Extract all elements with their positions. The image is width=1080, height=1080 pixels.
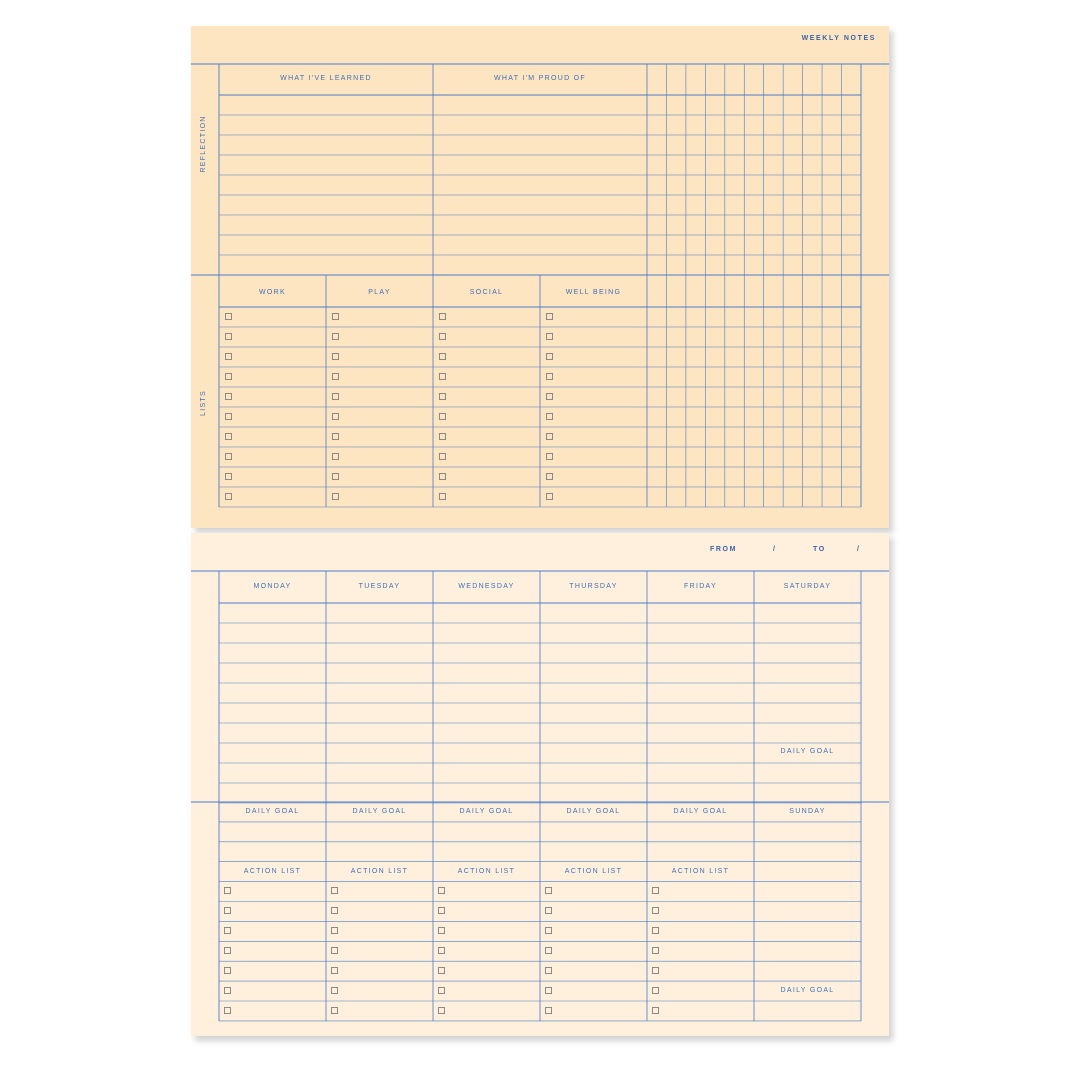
thursday-action-list-label: ACTION LIST [564, 868, 623, 875]
play-checkbox[interactable] [332, 473, 339, 480]
social-checkbox[interactable] [439, 353, 446, 360]
social-checkbox[interactable] [439, 373, 446, 380]
social-checkbox[interactable] [439, 473, 446, 480]
tuesday-action-checkbox[interactable] [331, 967, 338, 974]
weekly-notes-title: WEEKLY NOTES [801, 35, 876, 42]
thursday-header: THURSDAY [569, 583, 618, 590]
play-checkbox[interactable] [332, 493, 339, 500]
thursday-daily-goal-label: DAILY GOAL [566, 808, 621, 815]
tuesday-header: TUESDAY [358, 583, 401, 590]
tuesday-action-list-label: ACTION LIST [350, 868, 409, 875]
play-checkbox[interactable] [332, 313, 339, 320]
monday-action-checkbox[interactable] [224, 1007, 231, 1014]
tuesday-daily-goal-label: DAILY GOAL [352, 808, 407, 815]
play-checkbox[interactable] [332, 433, 339, 440]
proud-column-header: WHAT I'M PROUD OF [493, 75, 586, 82]
wednesday-daily-goal-label: DAILY GOAL [459, 808, 514, 815]
social-checkbox[interactable] [439, 493, 446, 500]
play-checkbox[interactable] [332, 453, 339, 460]
play-list-header: PLAY [368, 289, 391, 296]
work-checkbox[interactable] [225, 413, 232, 420]
work-list-header: WORK [259, 289, 286, 296]
social-checkbox[interactable] [439, 453, 446, 460]
work-checkbox[interactable] [225, 333, 232, 340]
tuesday-action-checkbox[interactable] [331, 1007, 338, 1014]
social-checkbox[interactable] [439, 393, 446, 400]
monday-action-checkbox[interactable] [224, 967, 231, 974]
from-label: FROM [710, 546, 738, 553]
monday-action-checkbox[interactable] [224, 987, 231, 994]
thursday-action-checkbox[interactable] [545, 1007, 552, 1014]
monday-action-checkbox[interactable] [224, 887, 231, 894]
to-label: TO [813, 546, 826, 553]
from-date-separator[interactable]: / [773, 546, 777, 553]
friday-header: FRIDAY [684, 583, 717, 590]
weekly-notes-sheet [191, 26, 889, 528]
friday-action-checkbox[interactable] [652, 927, 659, 934]
social-list-header: SOCIAL [469, 289, 504, 296]
thursday-action-checkbox[interactable] [545, 987, 552, 994]
reflection-section-label: REFLECTION [200, 115, 207, 173]
work-checkbox[interactable] [225, 473, 232, 480]
play-checkbox[interactable] [332, 413, 339, 420]
social-checkbox[interactable] [439, 433, 446, 440]
play-checkbox[interactable] [332, 333, 339, 340]
wednesday-action-checkbox[interactable] [438, 1007, 445, 1014]
work-checkbox[interactable] [225, 453, 232, 460]
social-checkbox[interactable] [439, 333, 446, 340]
thursday-action-checkbox[interactable] [545, 907, 552, 914]
friday-action-checkbox[interactable] [652, 987, 659, 994]
tuesday-action-checkbox[interactable] [331, 887, 338, 894]
social-checkbox[interactable] [439, 313, 446, 320]
wednesday-action-checkbox[interactable] [438, 907, 445, 914]
friday-daily-goal-label: DAILY GOAL [673, 808, 728, 815]
play-checkbox[interactable] [332, 373, 339, 380]
tuesday-action-checkbox[interactable] [331, 947, 338, 954]
well-being-checkbox[interactable] [546, 313, 553, 320]
weekly-planner-sheet [191, 533, 889, 1036]
monday-action-list-label: ACTION LIST [243, 868, 302, 875]
work-checkbox[interactable] [225, 313, 232, 320]
monday-header: MONDAY [253, 583, 292, 590]
monday-action-checkbox[interactable] [224, 927, 231, 934]
thursday-action-checkbox[interactable] [545, 927, 552, 934]
well-being-checkbox[interactable] [546, 353, 553, 360]
well-being-checkbox[interactable] [546, 473, 553, 480]
monday-daily-goal-label: DAILY GOAL [245, 808, 300, 815]
wednesday-action-checkbox[interactable] [438, 947, 445, 954]
wednesday-action-checkbox[interactable] [438, 887, 445, 894]
friday-action-checkbox[interactable] [652, 947, 659, 954]
well-being-checkbox[interactable] [546, 373, 553, 380]
friday-action-checkbox[interactable] [652, 907, 659, 914]
lists-section-label: LISTS [200, 390, 207, 416]
work-checkbox[interactable] [225, 493, 232, 500]
friday-action-list-label: ACTION LIST [671, 868, 730, 875]
weekly-notes-grid [191, 26, 889, 528]
learned-column-header: WHAT I'VE LEARNED [280, 75, 372, 82]
monday-action-checkbox[interactable] [224, 947, 231, 954]
wednesday-header: WEDNESDAY [458, 583, 515, 590]
well-being-checkbox[interactable] [546, 333, 553, 340]
social-checkbox[interactable] [439, 413, 446, 420]
tuesday-action-checkbox[interactable] [331, 907, 338, 914]
well-being-list-header: WELL BEING [565, 289, 622, 296]
friday-action-checkbox[interactable] [652, 1007, 659, 1014]
well-being-checkbox[interactable] [546, 413, 553, 420]
work-checkbox[interactable] [225, 373, 232, 380]
well-being-checkbox[interactable] [546, 393, 553, 400]
saturday-header: SATURDAY [783, 583, 832, 590]
to-date-separator[interactable]: / [857, 546, 861, 553]
wednesday-action-list-label: ACTION LIST [457, 868, 516, 875]
well-being-checkbox[interactable] [546, 453, 553, 460]
work-checkbox[interactable] [225, 393, 232, 400]
thursday-action-checkbox[interactable] [545, 887, 552, 894]
play-checkbox[interactable] [332, 353, 339, 360]
work-checkbox[interactable] [225, 433, 232, 440]
wednesday-action-checkbox[interactable] [438, 987, 445, 994]
thursday-action-checkbox[interactable] [545, 967, 552, 974]
friday-action-checkbox[interactable] [652, 967, 659, 974]
saturday-daily-goal-label: DAILY GOAL [780, 748, 835, 755]
well-being-checkbox[interactable] [546, 433, 553, 440]
tuesday-action-checkbox[interactable] [331, 987, 338, 994]
work-checkbox[interactable] [225, 353, 232, 360]
sunday-header: SUNDAY [789, 808, 826, 815]
friday-action-checkbox[interactable] [652, 887, 659, 894]
sunday-daily-goal-label: DAILY GOAL [780, 987, 835, 994]
thursday-action-checkbox[interactable] [545, 947, 552, 954]
weekly-planner-grid [191, 533, 889, 1036]
wednesday-action-checkbox[interactable] [438, 927, 445, 934]
tuesday-action-checkbox[interactable] [331, 927, 338, 934]
well-being-checkbox[interactable] [546, 493, 553, 500]
play-checkbox[interactable] [332, 393, 339, 400]
monday-action-checkbox[interactable] [224, 907, 231, 914]
wednesday-action-checkbox[interactable] [438, 967, 445, 974]
